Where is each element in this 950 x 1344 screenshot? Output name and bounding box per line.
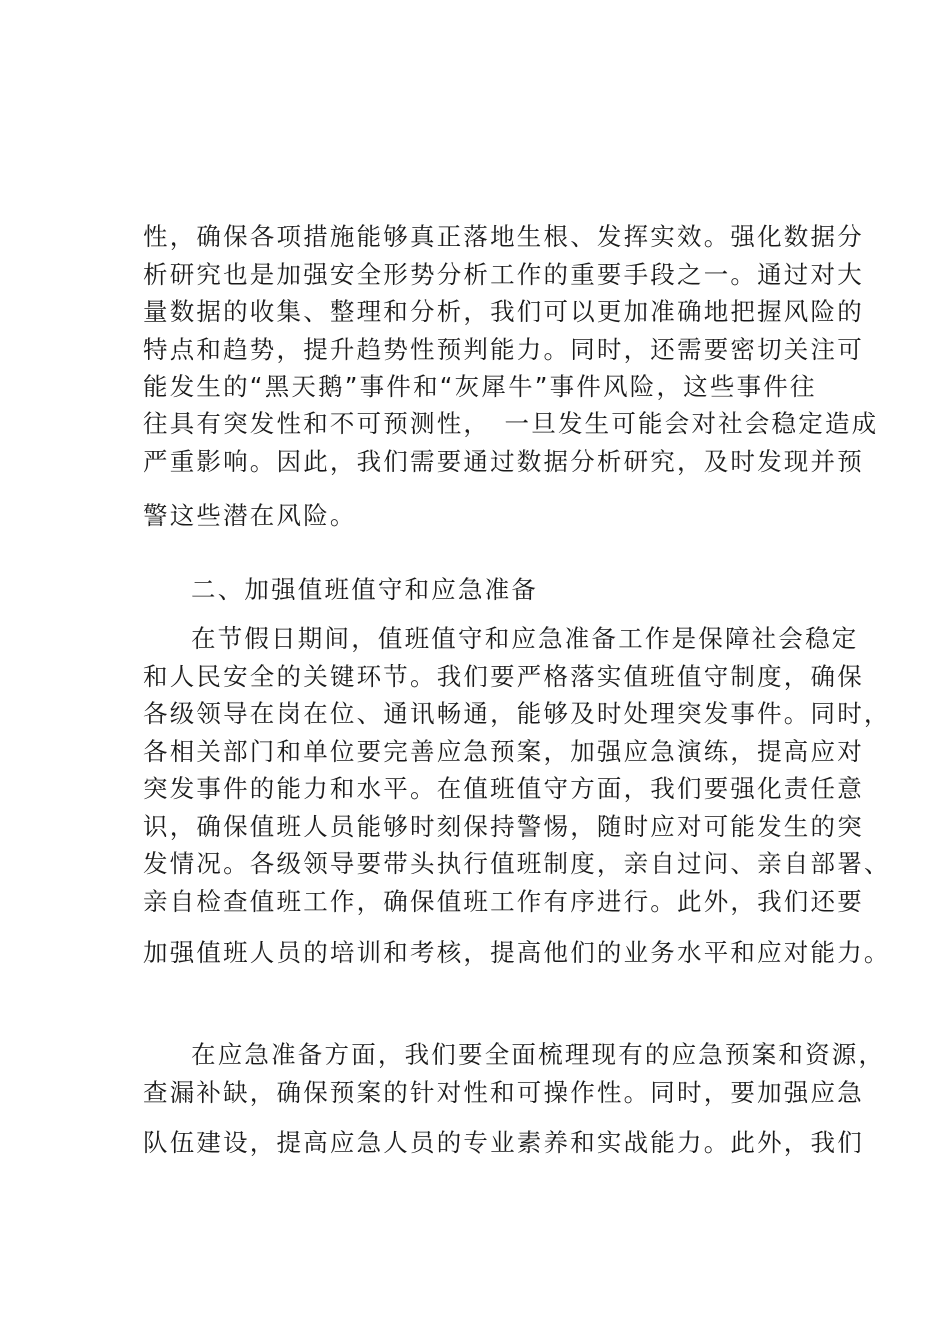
text-line: 各相关部门和单位要完善应急预案，加强应急演练，提高应对 xyxy=(143,737,864,766)
text-line: 查漏补缺，确保预案的针对性和可操作性。同时，要加强应急 xyxy=(143,1078,864,1107)
text-line: 警这些潜在风险。 xyxy=(143,501,357,530)
text-line: 量数据的收集、整理和分析，我们可以更加准确地把握风险的 xyxy=(143,297,864,326)
text-line: 队伍建设，提高应急人员的专业素养和实战能力。此外，我们 xyxy=(143,1128,864,1157)
text-line: 识，确保值班人员能够时刻保持警惕，随时应对可能发生的突 xyxy=(143,812,864,841)
section-heading: 二、加强值班值守和应急准备 xyxy=(191,575,539,604)
text-line: 严重影响。因此，我们需要通过数据分析研究，及时发现并预 xyxy=(143,447,864,476)
text-line: 突发事件的能力和水平。在值班值守方面，我们要强化责任意 xyxy=(143,774,864,803)
text-line: 特点和趋势，提升趋势性预判能力。同时，还需要密切关注可 xyxy=(143,335,864,364)
text-line: 发情况。各级领导要带头执行值班制度，亲自过问、亲自部署、 xyxy=(143,849,891,878)
text-line: 加强值班人员的培训和考核，提高他们的业务水平和应对能力。 xyxy=(143,938,891,967)
text-line: 能发生的“黑天鹅”事件和“灰犀牛”事件风险，这些事件往 xyxy=(143,372,817,401)
text-line: 往具有突发性和不可预测性， 一旦发生可能会对社会稳定造成 xyxy=(143,409,879,438)
text-line: 性，确保各项措施能够真正落地生根、发挥实效。强化数据分 xyxy=(143,222,864,251)
text-line: 在节假日期间，值班值守和应急准备工作是保障社会稳定 xyxy=(191,624,859,653)
text-line: 各级领导在岗在位、通讯畅通，能够及时处理突发事件。同时， xyxy=(143,699,891,728)
text-line: 在应急准备方面，我们要全面梳理现有的应急预案和资源， xyxy=(191,1040,886,1069)
text-line: 析研究也是加强安全形势分析工作的重要手段之一。通过对大 xyxy=(143,260,864,289)
text-line: 和人民安全的关键环节。我们要严格落实值班值守制度，确保 xyxy=(143,662,864,691)
text-line: 亲自检查值班工作，确保值班工作有序进行。此外，我们还要 xyxy=(143,887,864,916)
